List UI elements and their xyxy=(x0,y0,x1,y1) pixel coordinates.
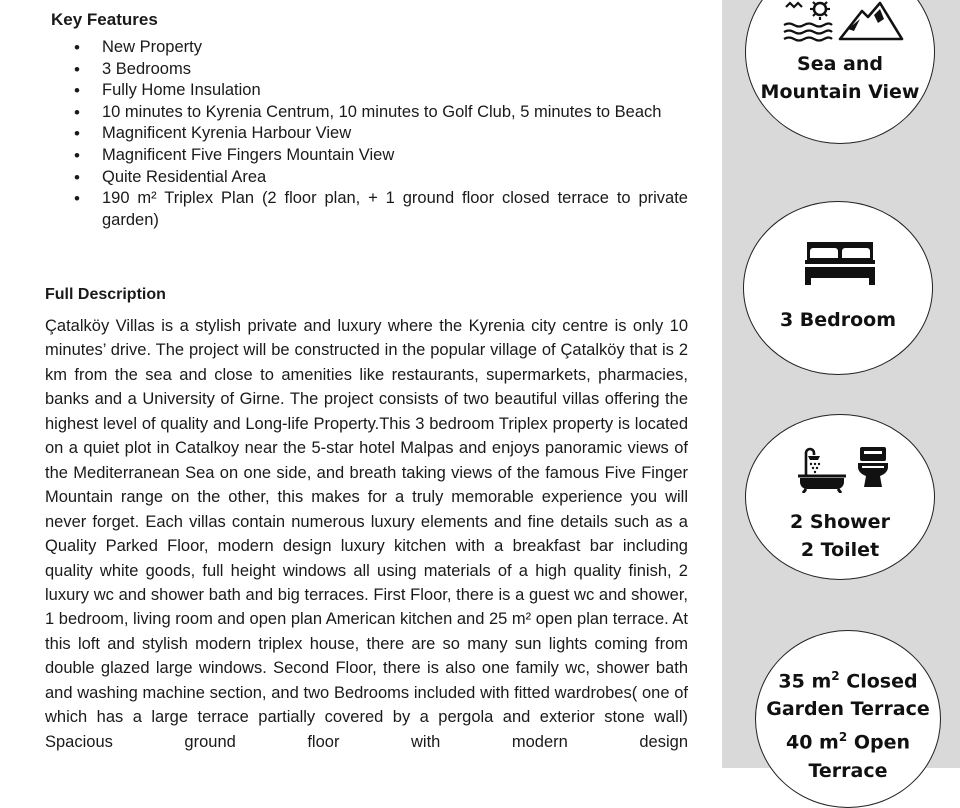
full-description-heading: Full Description xyxy=(45,286,166,303)
terrace-badge-line3 xyxy=(756,723,940,756)
view-badge-line1: Sea and xyxy=(797,53,883,75)
view-badge-text xyxy=(746,50,934,106)
key-features-heading: Key Features xyxy=(51,10,158,29)
terrace-badge xyxy=(755,630,941,808)
open-area-value: 40 m xyxy=(785,731,839,754)
bathtub-shower-icon xyxy=(796,447,848,493)
bath-badge xyxy=(745,414,935,580)
view-badge-line2: Mountain View xyxy=(760,81,920,103)
feature-item: • Magnificent Five Fingers Mountain View xyxy=(0,145,688,167)
full-description-text: Çatalköy Villas is a stylish private and luxury where the Kyrenia city centre is only 10 minutes’ drive. The project will be constructed in the popular village of Çatalköy that is 2 km from the sea and close to amenities like restaurants, supermarkets, pharmacies, banks and a University of Girne. The project consists of two beautiful villas offering the highest level of quality and Long-life Property.This 3 bedroom Triplex property is located on a quiet plot in Catalkoy near the 5-star hotel Malpas and enjoys panoramic views of the Mediterranean Sea on one side, and breath taking views of the famous Five Finger Mountain range on the other, this makes for a truly memorable experience you will never forget. Each villas contain numerous luxury elements and fine details such as a Quality Parked Floor, modern design luxury kitchen with a breakfast bar including quality white goods, full height windows all using materials of a high quality finish, 2 luxury wc and shower bath and big terraces. First Floor, there is a guest wc and shower, 1 bedroom, living room and open plan American kitchen and 25 m² open plan terrace. At this loft and stylish modern triplex house, there are so many sun lights coming from double glazed large windows. Second Floor, there is also one family wc, shower bath and washing machine section, and two Bedrooms included with fitted wardrobes( one of which has a large terrace partially covered by a pergola and exterior stone wall) Spacious ground floor with modern design xyxy=(45,317,688,751)
open-area-word: Open xyxy=(853,731,910,754)
closed-area-unit-exp: 2 xyxy=(831,669,840,683)
closed-area-value: 35 m xyxy=(778,670,832,693)
feature-item: • Magnificent Kyrenia Harbour View xyxy=(0,123,688,145)
feature-item: • Quite Residential Area xyxy=(0,167,688,189)
bed-icon xyxy=(803,240,877,286)
bath-badge-line1: 2 Shower xyxy=(790,511,890,533)
bedroom-badge xyxy=(743,201,933,375)
toilet-icon xyxy=(856,445,890,489)
terrace-badge-line4: Terrace xyxy=(808,759,888,782)
terrace-badge-text xyxy=(756,662,940,785)
open-area-unit-exp: 2 xyxy=(838,730,848,745)
terrace-badge-line2: Garden Terrace xyxy=(766,698,930,721)
closed-area-word: Closed xyxy=(846,670,918,693)
bedroom-badge-line1: 3 Bedroom xyxy=(779,309,897,331)
feature-item: • New Property xyxy=(0,37,688,59)
terrace-badge-line1 xyxy=(756,662,940,695)
feature-item: • 10 minutes to Kyrenia Centrum, 10 minutes to Golf Club, 5 minutes to Beach xyxy=(0,102,688,124)
bath-badge-line2: 2 Toilet xyxy=(800,539,880,561)
clipped-top-line xyxy=(60,0,700,2)
mountain-icon xyxy=(838,1,904,41)
bedroom-badge-text xyxy=(744,306,932,334)
feature-item: • Fully Home Insulation xyxy=(0,80,688,102)
bath-badge-text xyxy=(746,508,934,564)
sea-sun-icon xyxy=(782,1,834,47)
feature-item: • 3 Bedrooms xyxy=(0,59,688,81)
feature-item: • 190 m² Triplex Plan (2 floor plan, + 1 ground floor closed terrace to private garden) xyxy=(0,188,688,231)
key-features-list xyxy=(0,37,688,231)
